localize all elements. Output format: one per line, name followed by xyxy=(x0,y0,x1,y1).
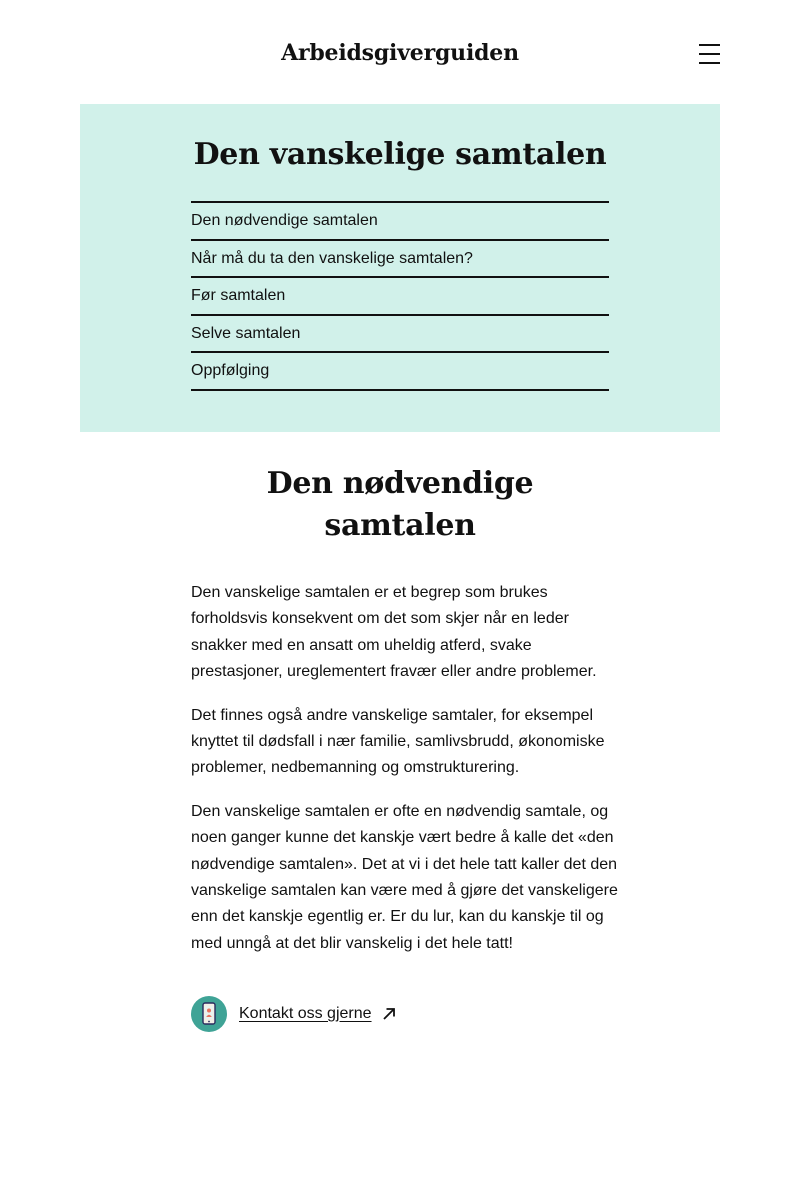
toc-title: Den vanskelige samtalen xyxy=(193,137,607,172)
toc-item-oppfolging[interactable]: Oppfølging xyxy=(191,353,609,391)
hamburger-menu-icon[interactable] xyxy=(694,38,726,70)
site-header xyxy=(0,0,800,104)
toc-item-nar-ma-du-ta[interactable]: Når må du ta den vanskelige samtalen? xyxy=(191,241,609,279)
contact-link[interactable]: Kontakt oss gjerne xyxy=(239,1004,372,1022)
menu-line xyxy=(699,62,720,64)
site-title[interactable]: Arbeidsgiverguiden xyxy=(281,40,519,66)
toc-item-selve-samtalen[interactable]: Selve samtalen xyxy=(191,316,609,354)
menu-line xyxy=(699,53,720,55)
contact-link-row[interactable] xyxy=(191,995,396,1032)
section-title: Den nødvendige samtalen xyxy=(266,466,534,543)
toc-item-den-nodvendige-samtalen[interactable]: Den nødvendige samtalen xyxy=(191,203,609,241)
paragraph: Det finnes også andre vanskelige samtaler, for eksempel knyttet til dødsfall i nær familie, samlivsbrudd, økonomiske problemer, nedbemanning og omstrukturering. xyxy=(191,706,605,777)
paragraph: Den vanskelige samtalen er et begrep som brukes forholdsvis konsekvent om det som skjer når en leder snakker med en ansatt om uheldig atferd, svake prestasjoner, ureglementert fravær eller andre problemer. xyxy=(191,584,597,681)
paragraph: Den vanskelige samtalen er ofte en nødvendig samtale, og noen ganger kunne det kanskje vært bedre å kalle det «den nødvendige samtalen». Det at vi i det hele tatt kaller det den vanskelige samtalen kan være med å gjøre det vanskeligere enn det kanskje egentlig er. Er du lur, kan du kanskje til og med unngå at det blir vanskelig i det hele tatt! xyxy=(191,802,618,952)
phone-contact-icon xyxy=(191,996,227,1032)
toc-item-for-samtalen[interactable]: Før samtalen xyxy=(191,278,609,316)
table-of-contents xyxy=(80,104,720,432)
menu-line xyxy=(699,44,720,46)
toc-list xyxy=(191,201,609,391)
article-body xyxy=(191,580,621,974)
arrow-up-right-icon xyxy=(382,1007,396,1021)
